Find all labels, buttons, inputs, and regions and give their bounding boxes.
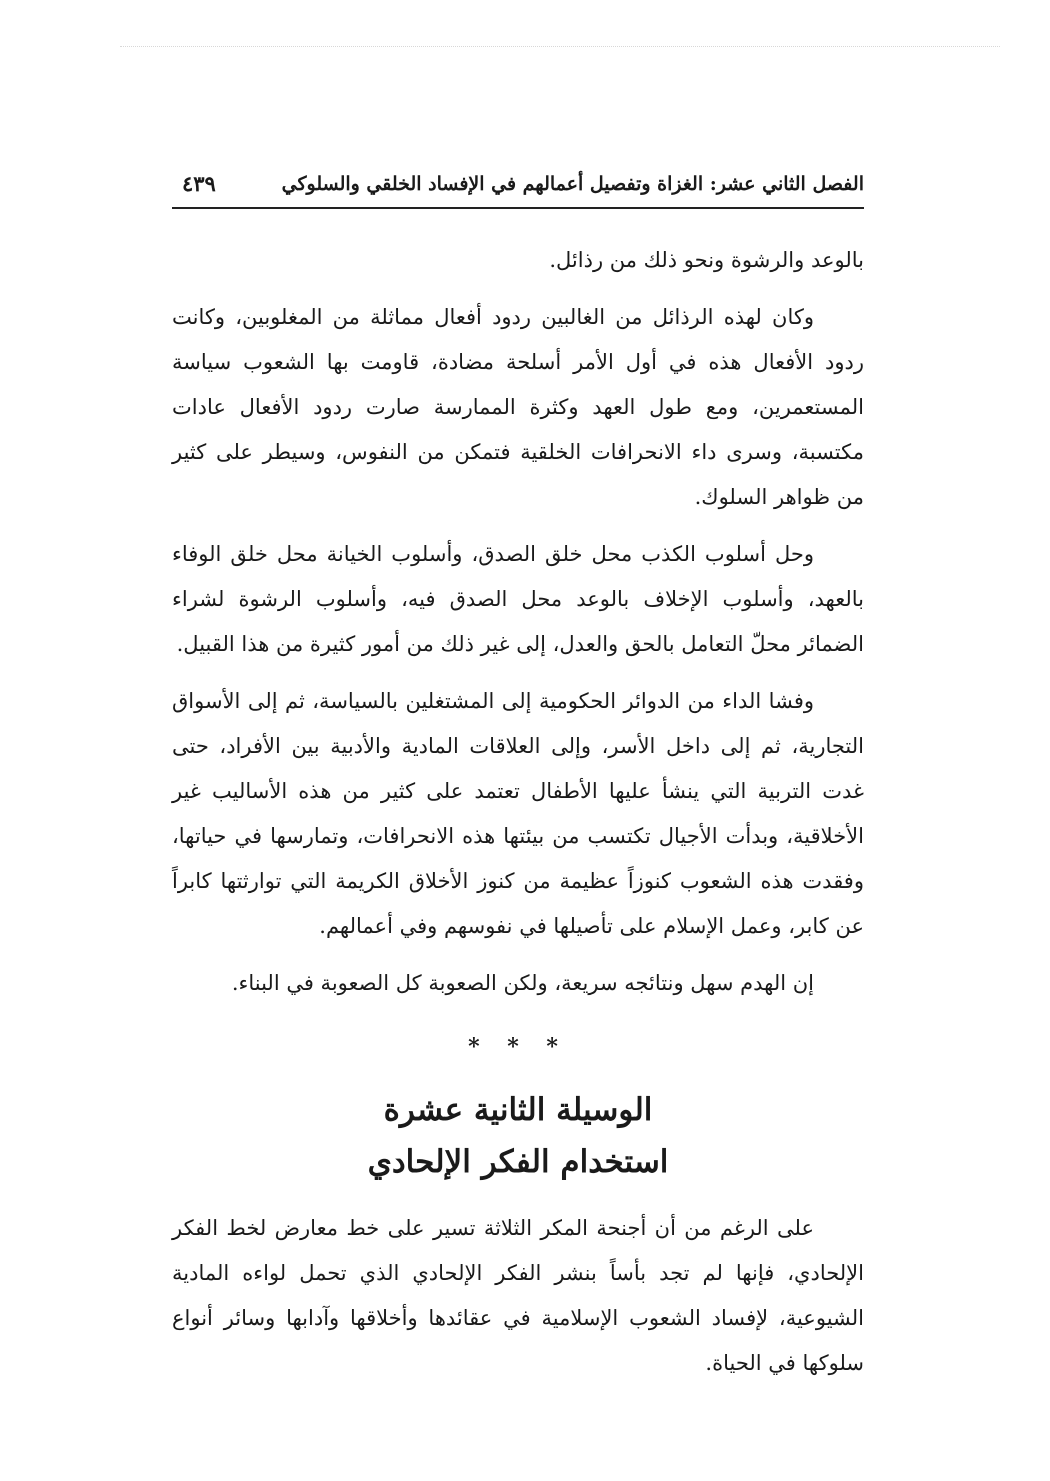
paragraph: وحل أسلوب الكذب محل خلق الصدق، وأسلوب الخيانة محل خلق الوفاء بالعهد، وأسلوب الإخلاف بالوعد محل الصدق فيه، وأسلوب الرشوة لشراء الضمائر محلّ التعامل بالحق والعدل، إلى غير ذلك من أمور كثيرة من هذا القبيل. [172,542,864,656]
page-number: ٤٣٩ [182,171,216,196]
section-separator: * * * [468,1034,568,1060]
page-body [172,238,864,1398]
section-subheading: استخدام الفكر الإلحادي [367,1144,669,1180]
paragraph: على الرغم من أن أجنحة المكر الثلاثة تسير على خط معارض لخط الفكر الإلحادي، فإنها لم تجد بأساً بنشر الفكر الإلحادي الذي تحمل لواءه المادية الشيوعية، لإفساد الشعوب الإسلامية في عقائدها وأخلاقها وآدابها وسائر أنواع سلوكها في الحياة. [172,1216,864,1375]
paragraph-continuation: بالوعد والرشوة ونحو ذلك من رذائل. [549,248,864,272]
page-header [172,163,864,209]
paragraph: وفشا الداء من الدوائر الحكومية إلى المشتغلين بالسياسة، ثم إلى الأسواق التجارية، ثم إلى داخل الأسر، وإلى العلاقات المادية والأدبية بين الأفراد، حتى غدت التربية التي ينشأ عليها الأطفال تعتمد على كثير من هذه الأساليب غير الأخلاقية، وبدأت الأجيال تكتسب من بيئتها هذه الانحرافات، وتمارسها في حياتها، وفقدت هذه الشعوب كنوزاً عظيمة من كنوز الأخلاق الكريمة التي توارثتها كابراً عن كابر، وعمل الإسلام على تأصيلها في نفوسهم وفي أعمالهم. [172,689,864,938]
paragraph: وكان لهذه الرذائل من الغالبين ردود أفعال مماثلة من المغلوبين، وكانت ردود الأفعال هذه في أول الأمر أسلحة مضادة، قاومت بها الشعوب سياسة المستعمرين، ومع طول العهد وكثرة الممارسة صارت ردود الأفعال عادات مكتسبة، وسرى داء الانحرافات الخلقية فتمكن من النفوس، وسيطر على كثير من ظواهر السلوك. [172,305,864,509]
section-heading: الوسيلة الثانية عشرة [383,1092,653,1128]
running-title: الفصل الثاني عشر: الغزاة وتفصيل أعمالهم في الإفساد الخلقي والسلوكي [281,173,864,195]
paragraph: إن الهدم سهل ونتائجه سريعة، ولكن الصعوبة كل الصعوبة في البناء. [231,971,814,995]
scan-edge-line [120,46,1000,47]
